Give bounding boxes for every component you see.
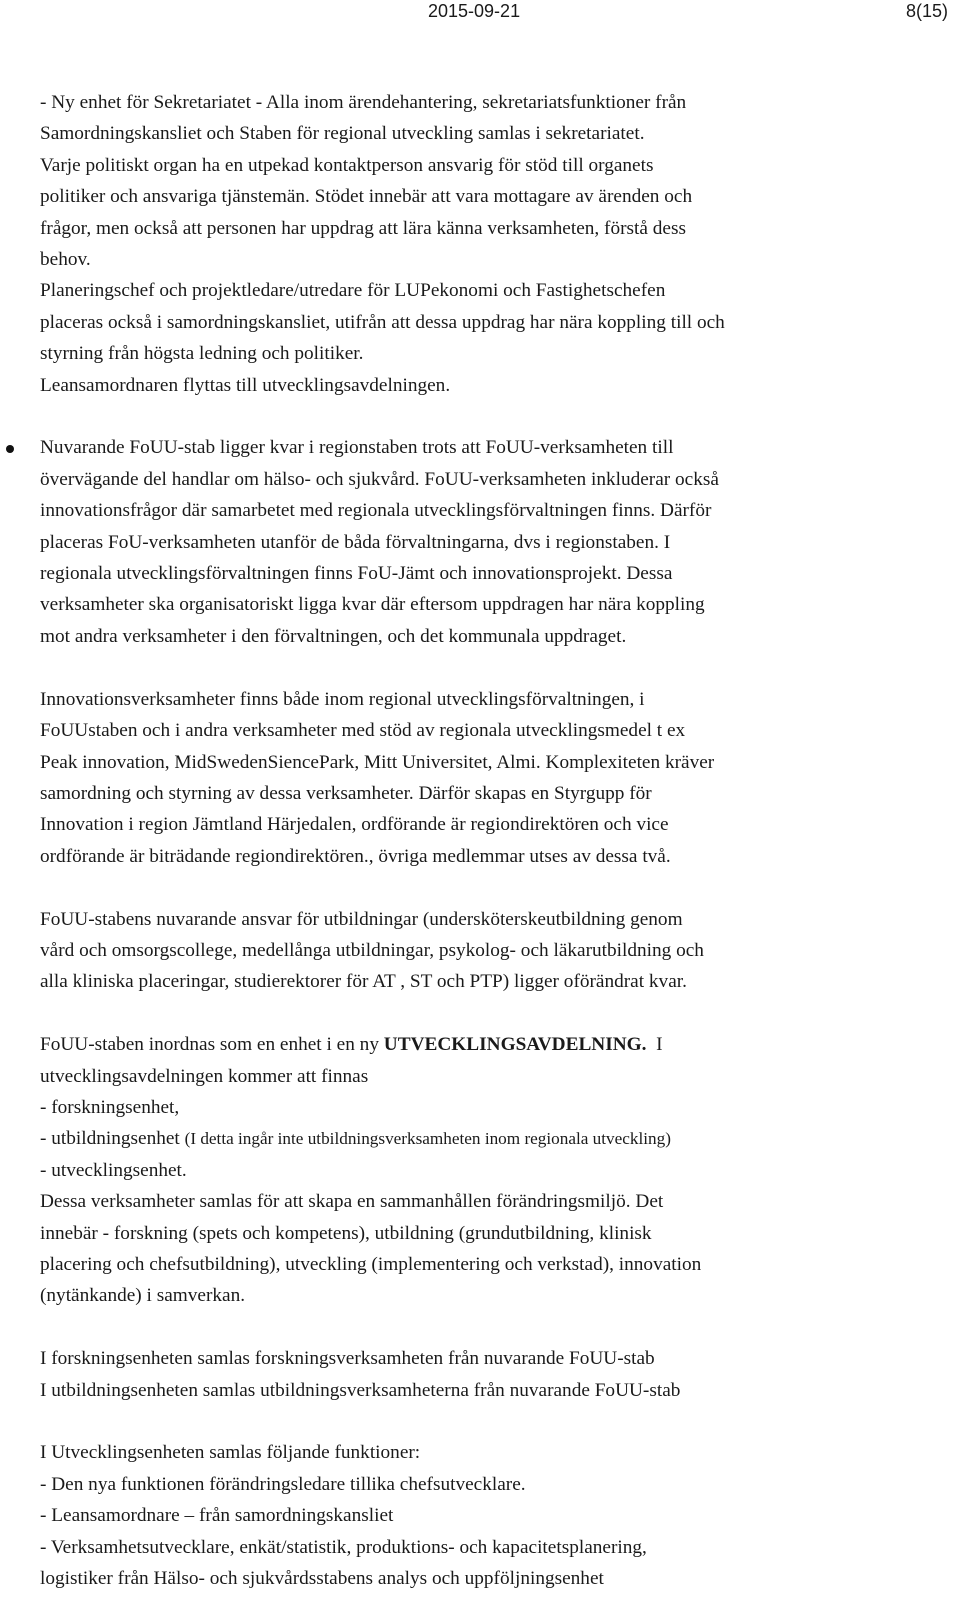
text-line: placeras FoU-verksamheten utanför de båda förvaltningarna, dvs i regionstaben. I <box>40 531 671 553</box>
text-line: Nuvarande FoUU-stab ligger kvar i regionstaben trots att FoUU-verksamheten till <box>40 437 674 459</box>
text-line: övervägande del handlar om hälso- och sjukvård. FoUU-verksamheten inkluderar också <box>40 468 719 490</box>
bullet-icon <box>6 445 14 453</box>
text-line: ordförande är biträdande regiondirektören., övriga medlemmar utses av dessa två. <box>40 845 671 867</box>
text-line: Planeringschef och projektledare/utredare för LUPekonomi och Fastighetschefen <box>40 280 666 302</box>
text-line: - utvecklingsenhet. <box>40 1159 187 1181</box>
text-line: - Leansamordnare – från samordningskansliet <box>40 1505 394 1527</box>
text-line: placeras också i samordningskansliet, utifrån att dessa uppdrag har nära koppling till och <box>40 311 725 333</box>
parenthetical-note: (I detta ingår inte utbildningsverksamheten inom regionala utveckling) <box>184 1129 671 1149</box>
paragraph-utvecklingsavdelning <box>40 1029 940 1312</box>
text-line: Peak innovation, MidSwedenSiencePark, Mitt Universitet, Almi. Komplexiteten kräver <box>40 751 715 773</box>
text-line: Varje politiskt organ ha en utpekad kontaktperson ansvarig för stöd till organets <box>40 154 654 176</box>
bold-heading: UTVECKLINGSAVDELNING. <box>383 1034 647 1056</box>
text-run: I <box>646 1034 663 1056</box>
header-date: 2015-09-21 <box>428 1 521 21</box>
text-line: regionala utvecklingsförvaltningen finns FoU-Jämt och innovationsprojekt. Dessa <box>40 563 673 585</box>
text-line: innebär - forskning (spets och kompetens), utbildning (grundutbildning, klinisk <box>40 1222 652 1244</box>
text-line: (nytänkande) i samverkan. <box>40 1285 246 1307</box>
text-line: FoUUstaben och i andra verksamheter med stöd av regionala utvecklingsmedel t ex <box>40 720 686 742</box>
text-line: Dessa verksamheter samlas för att skapa en sammanhållen förändringsmiljö. Det <box>40 1191 664 1213</box>
text-line: Innovationsverksamheter finns både inom regional utvecklingsförvaltningen, i <box>40 688 645 710</box>
text-line: - Ny enhet för Sekretariatet - Alla inom ärendehantering, sekretariatsfunktioner från <box>40 92 687 113</box>
text-line: - Verksamhetsutvecklare, enkät/statistik, produktions- och kapacitetsplanering, <box>40 1536 647 1558</box>
text-line: FoUU-stabens nuvarande ansvar för utbildningar (undersköterskeutbildning genom <box>40 908 683 930</box>
text-line <box>40 1029 940 1060</box>
paragraph-innovation <box>40 684 940 872</box>
text-line: I Utvecklingsenheten samlas följande funktioner: <box>40 1442 421 1464</box>
text-line: mot andra verksamheter i den förvaltningen, och det kommunala uppdraget. <box>40 625 627 647</box>
text-line: alla kliniska placeringar, studierektorer för AT , ST och PTP) ligger oförändrat kvar. <box>40 971 687 993</box>
text-line: vård och omsorgscollege, medellånga utbildningar, psykolog- och läkarutbildning och <box>40 939 704 961</box>
text-line: innovationsfrågor där samarbetet med regionala utvecklingsförvaltningen finns. Därför <box>40 500 712 522</box>
text-line: I forskningsenheten samlas forskningsverksamheten från nuvarande FoUU-stab <box>40 1348 655 1370</box>
paragraph-units <box>40 1343 940 1406</box>
text-line: - Den nya funktionen förändringsledare tillika chefsutvecklare. <box>40 1473 526 1495</box>
document-body <box>40 87 940 1594</box>
text-line: I utbildningsenheten samlas utbildningsverksamheterna från nuvarande FoUU-stab <box>40 1379 681 1401</box>
text-line: Samordningskansliet och Staben för regional utveckling samlas i sekretariatet. <box>40 123 645 145</box>
text-run: FoUU-staben inordnas som en enhet i en ny <box>40 1034 384 1056</box>
text-line: Innovation i region Jämtland Härjedalen, ordförande är regiondirektören och vice <box>40 814 669 836</box>
text-run: - utbildningsenhet <box>40 1128 185 1150</box>
text-line: politiker och ansvariga tjänstemän. Stödet innebär att vara mottagare av ärenden och <box>40 186 693 208</box>
text-line <box>40 1123 940 1154</box>
page-header <box>0 0 960 26</box>
text-line: frågor, men också att personen har uppdrag att lära känna verksamheten, förstå dess <box>40 217 686 239</box>
text-line: verksamheter ska organisatoriskt ligga kvar där eftersom uppdragen har nära koppling <box>40 594 705 616</box>
paragraph-utvecklingsenheten <box>40 1437 940 1594</box>
paragraph-secretariat <box>40 87 940 401</box>
text-line: - forskningsenhet, <box>40 1096 180 1118</box>
text-line: samordning och styrning av dessa verksamheter. Därför skapas en Styrgupp för <box>40 782 652 804</box>
text-line: logistiker från Hälso- och sjukvårdsstabens analys och uppföljningsenhet <box>40 1568 604 1589</box>
text-line: behov. <box>40 249 91 271</box>
text-line: Leansamordnaren flyttas till utvecklingsavdelningen. <box>40 374 451 396</box>
paragraph-education <box>40 904 940 998</box>
text-line: placering och chefsutbildning), utveckling (implementering och verkstad), innovation <box>40 1253 702 1275</box>
header-page-number: 8(15) <box>905 1 948 21</box>
text-line: utvecklingsavdelningen kommer att finnas <box>40 1065 369 1087</box>
text-line: styrning från högsta ledning och politiker. <box>40 343 364 365</box>
bullet-paragraph-fouu-stab <box>40 432 940 652</box>
